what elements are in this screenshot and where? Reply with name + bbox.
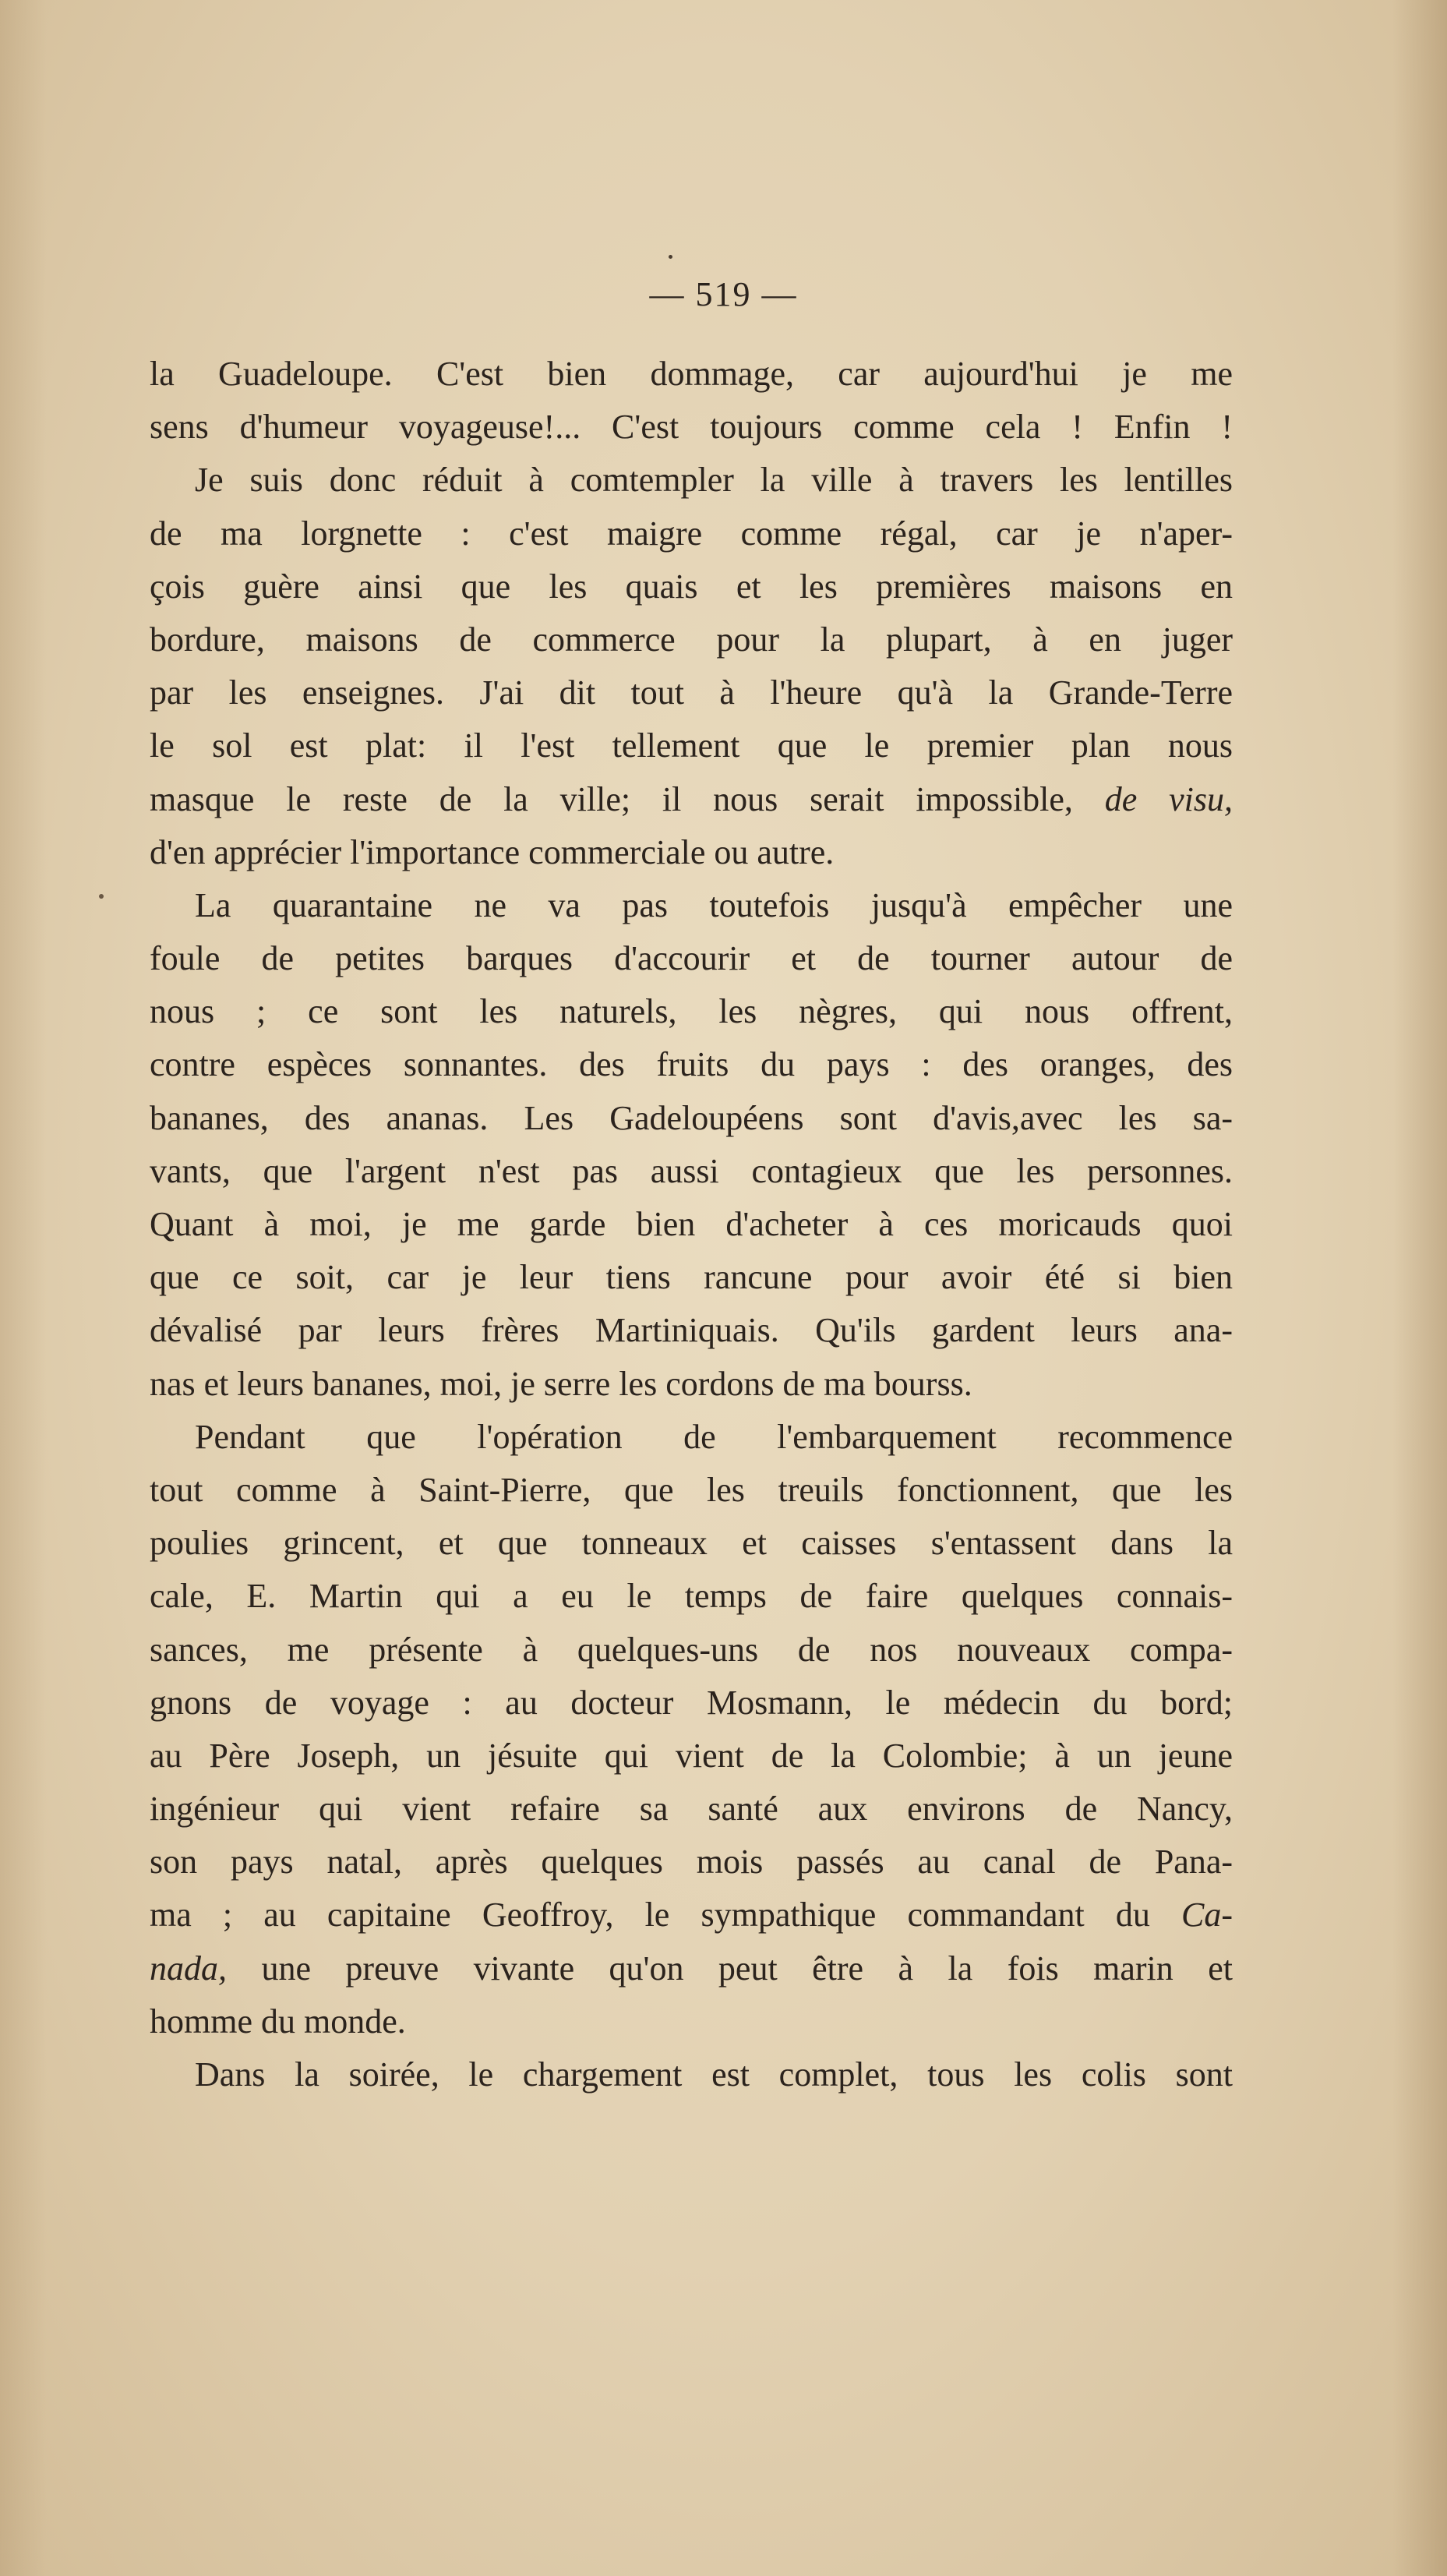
page-shadow-right — [1392, 0, 1447, 2576]
text-line: tout comme à Saint-Pierre, que les treuils fonctionnent, que les — [150, 1470, 1233, 1509]
text-line: bordure, maisons de commerce pour la plupart, à en juger — [150, 620, 1233, 659]
text-line: cale, E. Martin qui a eu le temps de faire quelques connais- — [150, 1577, 1233, 1616]
text-line: bananes, des ananas. Les Gadeloupéens sont d'avis,avec les sa- — [150, 1098, 1233, 1137]
body-text — [150, 348, 1233, 2101]
text-line: La quarantaine ne va pas toutefois jusqu'à empêcher une — [195, 885, 1233, 924]
print-speck — [669, 255, 672, 259]
text-line-with-italic — [150, 1942, 1233, 1995]
text-line: vants, que l'argent n'est pas aussi contagieux que les personnes. — [150, 1151, 1233, 1190]
text-line: çois guère ainsi que les quais et les premières maisons en — [150, 567, 1233, 606]
text-line: contre espèces sonnantes. des fruits du pays : des oranges, des — [150, 1045, 1233, 1084]
text-line-with-italic — [150, 773, 1233, 826]
text-line: son pays natal, après quelques mois passés au canal de Pana- — [150, 1843, 1233, 1882]
text-line: d'en apprécier l'importance commerciale ou autre. — [150, 832, 835, 871]
text-line: foule de petites barques d'accourir et de tourner autour de — [150, 939, 1233, 978]
text-line-with-italic — [150, 1889, 1233, 1942]
text-line: au Père Joseph, un jésuite qui vient de la Colombie; à un jeune — [150, 1736, 1233, 1775]
margin-speck — [99, 894, 104, 899]
text-line: par les enseignes. J'ai dit tout à l'heure qu'à la Grande-Terre — [150, 673, 1233, 712]
italic-phrase: nada, — [150, 1949, 227, 1988]
text-line: le sol est plat: il l'est tellement que le premier plan nous — [150, 726, 1233, 765]
text-line: nas et leurs bananes, moi, je serre les cordons de ma bourss. — [150, 1364, 972, 1403]
italic-phrase: Ca- — [1181, 1896, 1233, 1935]
text-line: ingénieur qui vient refaire sa santé aux environs de Nancy, — [150, 1790, 1233, 1829]
text-line: Pendant que l'opération de l'embarquement recommence — [195, 1417, 1233, 1456]
page-shadow-left — [0, 0, 47, 2576]
text-line: gnons de voyage : au docteur Mosmann, le médecin du bord; — [150, 1683, 1233, 1722]
text-line: que ce soit, car je leur tiens rancune pour avoir été si bien — [150, 1258, 1233, 1297]
text-line: dévalisé par leurs frères Martiniquais. Qu'ils gardent leurs ana- — [150, 1311, 1233, 1350]
text-line: Quant à moi, je me garde bien d'acheter à ces moricauds quoi — [150, 1205, 1233, 1243]
text-segment: une preuve vivante qu'on peut être à la fois marin et — [261, 1949, 1233, 1988]
text-segment: ma ; au capitaine Geoffroy, le sympathique commandant du — [150, 1896, 1150, 1935]
text-line: sances, me présente à quelques-uns de nos nouveaux compa- — [150, 1630, 1233, 1669]
text-line: sens d'humeur voyageuse!... C'est toujours comme cela ! Enfin ! — [150, 408, 1233, 447]
text-line: Dans la soirée, le chargement est complet, tous les colis sont — [195, 2055, 1233, 2094]
text-line: Je suis donc réduit à comtempler la ville à travers les lentilles — [195, 461, 1233, 500]
page-number: — 519 — — [649, 275, 798, 313]
text-line: de ma lorgnette : c'est maigre comme régal, car je n'aper- — [150, 514, 1233, 553]
text-segment: masque le reste de la ville; il nous serait impossible, — [150, 779, 1073, 818]
text-line: la Guadeloupe. C'est bien dommage, car aujourd'hui je me — [150, 355, 1233, 393]
text-line: poulies grincent, et que tonneaux et caisses s'entassent dans la — [150, 1524, 1233, 1563]
text-line: nous ; ce sont les naturels, les nègres, qui nous offrent, — [150, 992, 1233, 1031]
italic-phrase: de visu, — [1104, 779, 1233, 818]
text-line: homme du monde. — [150, 2002, 406, 2041]
